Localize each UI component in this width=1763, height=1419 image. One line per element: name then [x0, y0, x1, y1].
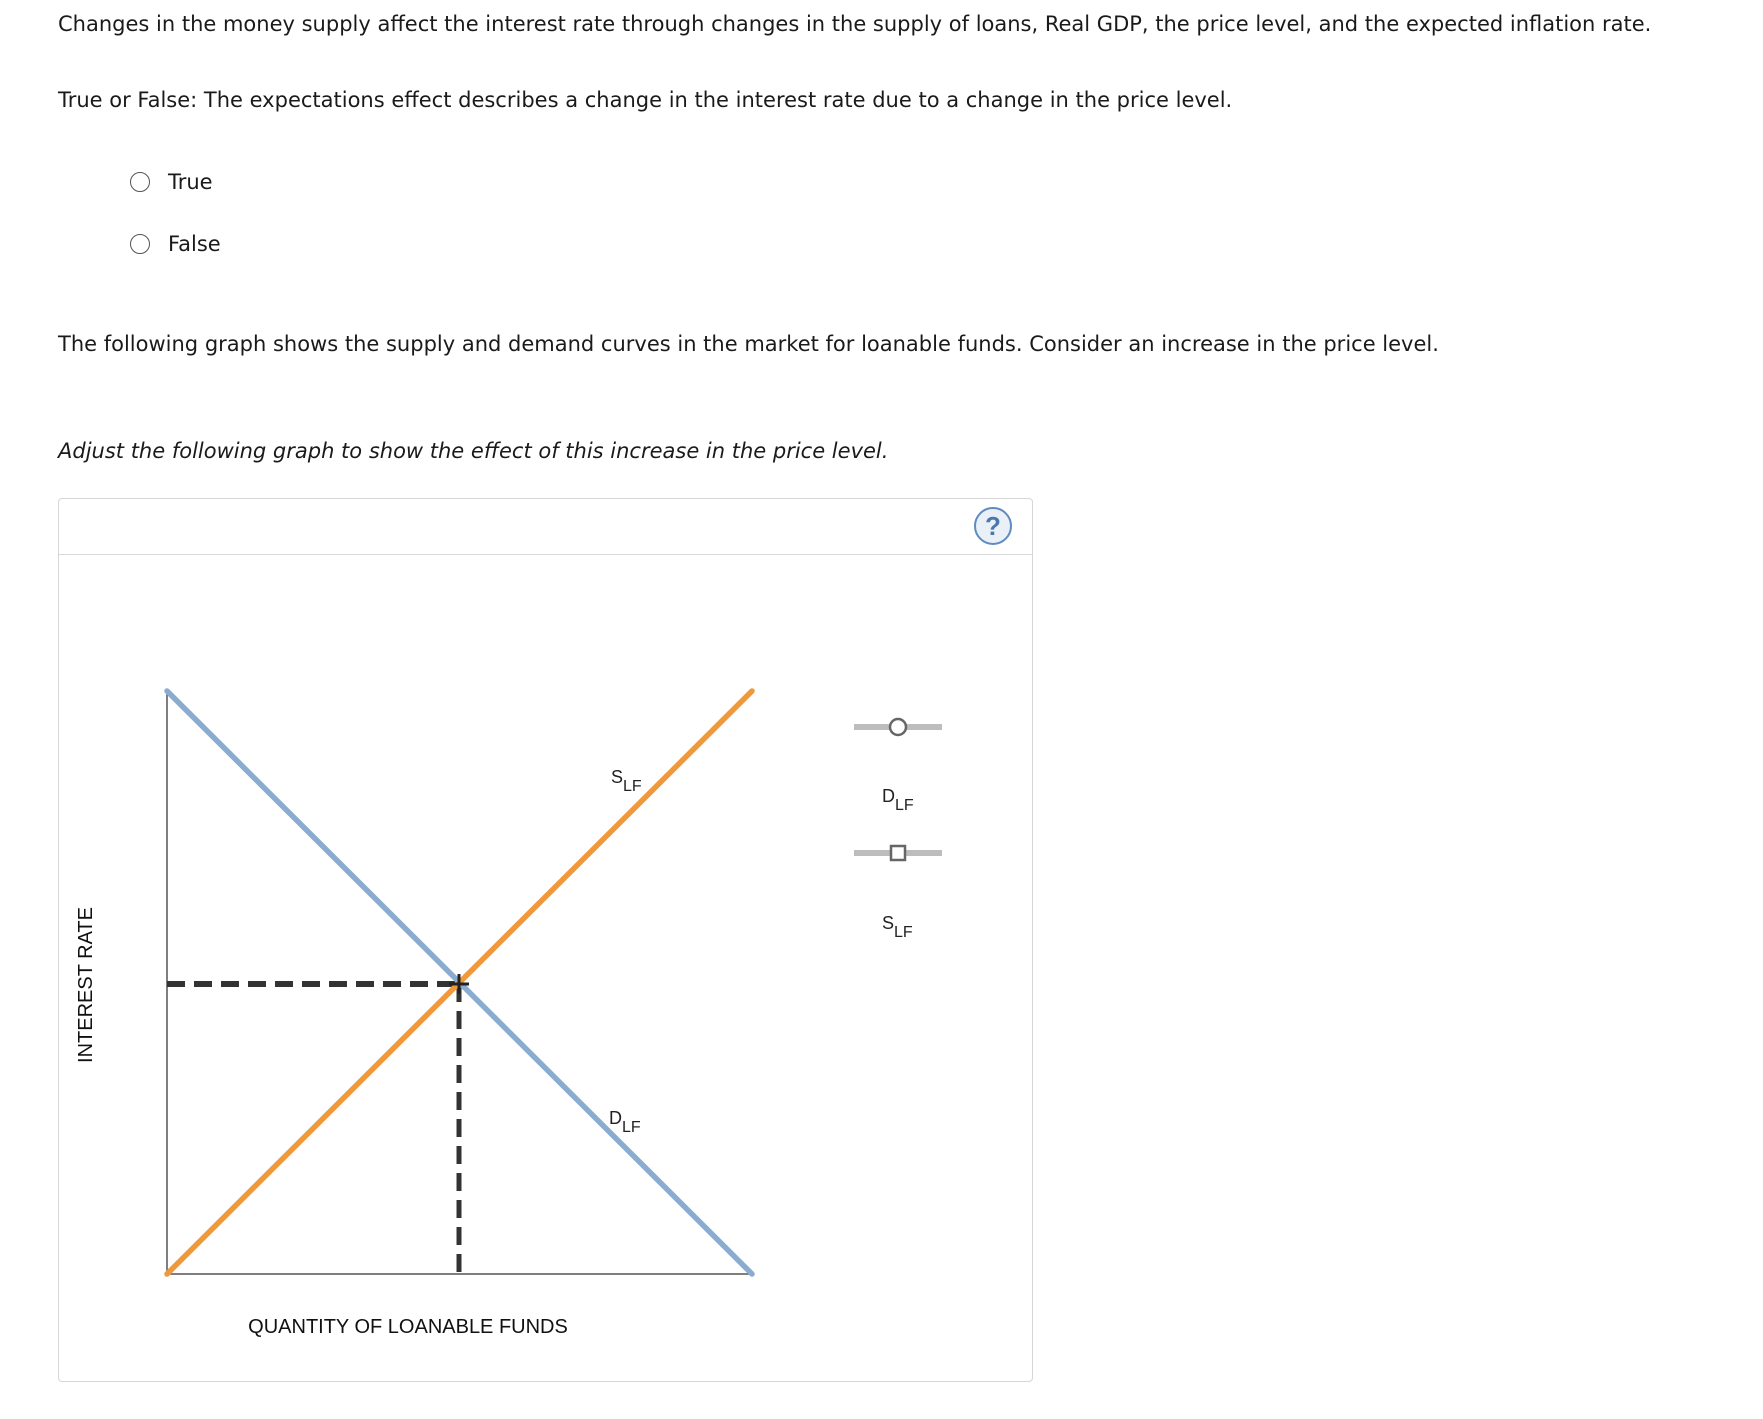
demand-tool[interactable] [854, 719, 942, 735]
demand-tool-label-main: D [882, 786, 895, 806]
option-true-label[interactable]: True [168, 170, 213, 194]
supply-label-sub: LF [623, 778, 642, 795]
question-prompt: True or False: The expectations effect describes a change in the interest rate due to a change in the price level. [58, 88, 1233, 112]
option-false-label[interactable]: False [168, 232, 221, 256]
supply-tool-label-main: S [882, 913, 895, 933]
y-axis-label: INTEREST RATE [75, 907, 97, 1063]
radio-false[interactable] [130, 234, 150, 254]
help-icon[interactable]: ? [974, 507, 1012, 545]
graph-intro-text: The following graph shows the supply and demand curves in the market for loanable funds. Consider an increase in the price level. [58, 332, 1439, 356]
supply-tool-label [882, 913, 913, 941]
demand-label-sub: LF [622, 1119, 641, 1136]
radio-true[interactable] [130, 172, 150, 192]
demand-tool-label [882, 786, 914, 814]
square-marker-icon[interactable] [891, 846, 905, 860]
x-axis-label: QUANTITY OF LOANABLE FUNDS [248, 1316, 568, 1338]
demand-tool-label-sub: LF [895, 797, 914, 814]
intro-text: Changes in the money supply affect the interest rate through changes in the supply of loans, Real GDP, the price level, and the expected inflation rate. [58, 12, 1652, 36]
loanable-funds-graph [59, 499, 1034, 1383]
demand-label-main: D [609, 1108, 622, 1128]
supply-tool[interactable] [854, 846, 942, 860]
supply-label-main: S [611, 767, 624, 787]
supply-curve-label [611, 767, 642, 795]
circle-marker-icon[interactable] [890, 719, 906, 735]
graph-panel [58, 498, 1033, 1382]
graph-instruction: Adjust the following graph to show the effect of this increase in the price level. [58, 439, 889, 463]
demand-curve-label [609, 1108, 641, 1136]
option-false[interactable] [130, 230, 221, 258]
option-true[interactable] [130, 168, 213, 196]
supply-tool-label-sub: LF [894, 924, 913, 941]
